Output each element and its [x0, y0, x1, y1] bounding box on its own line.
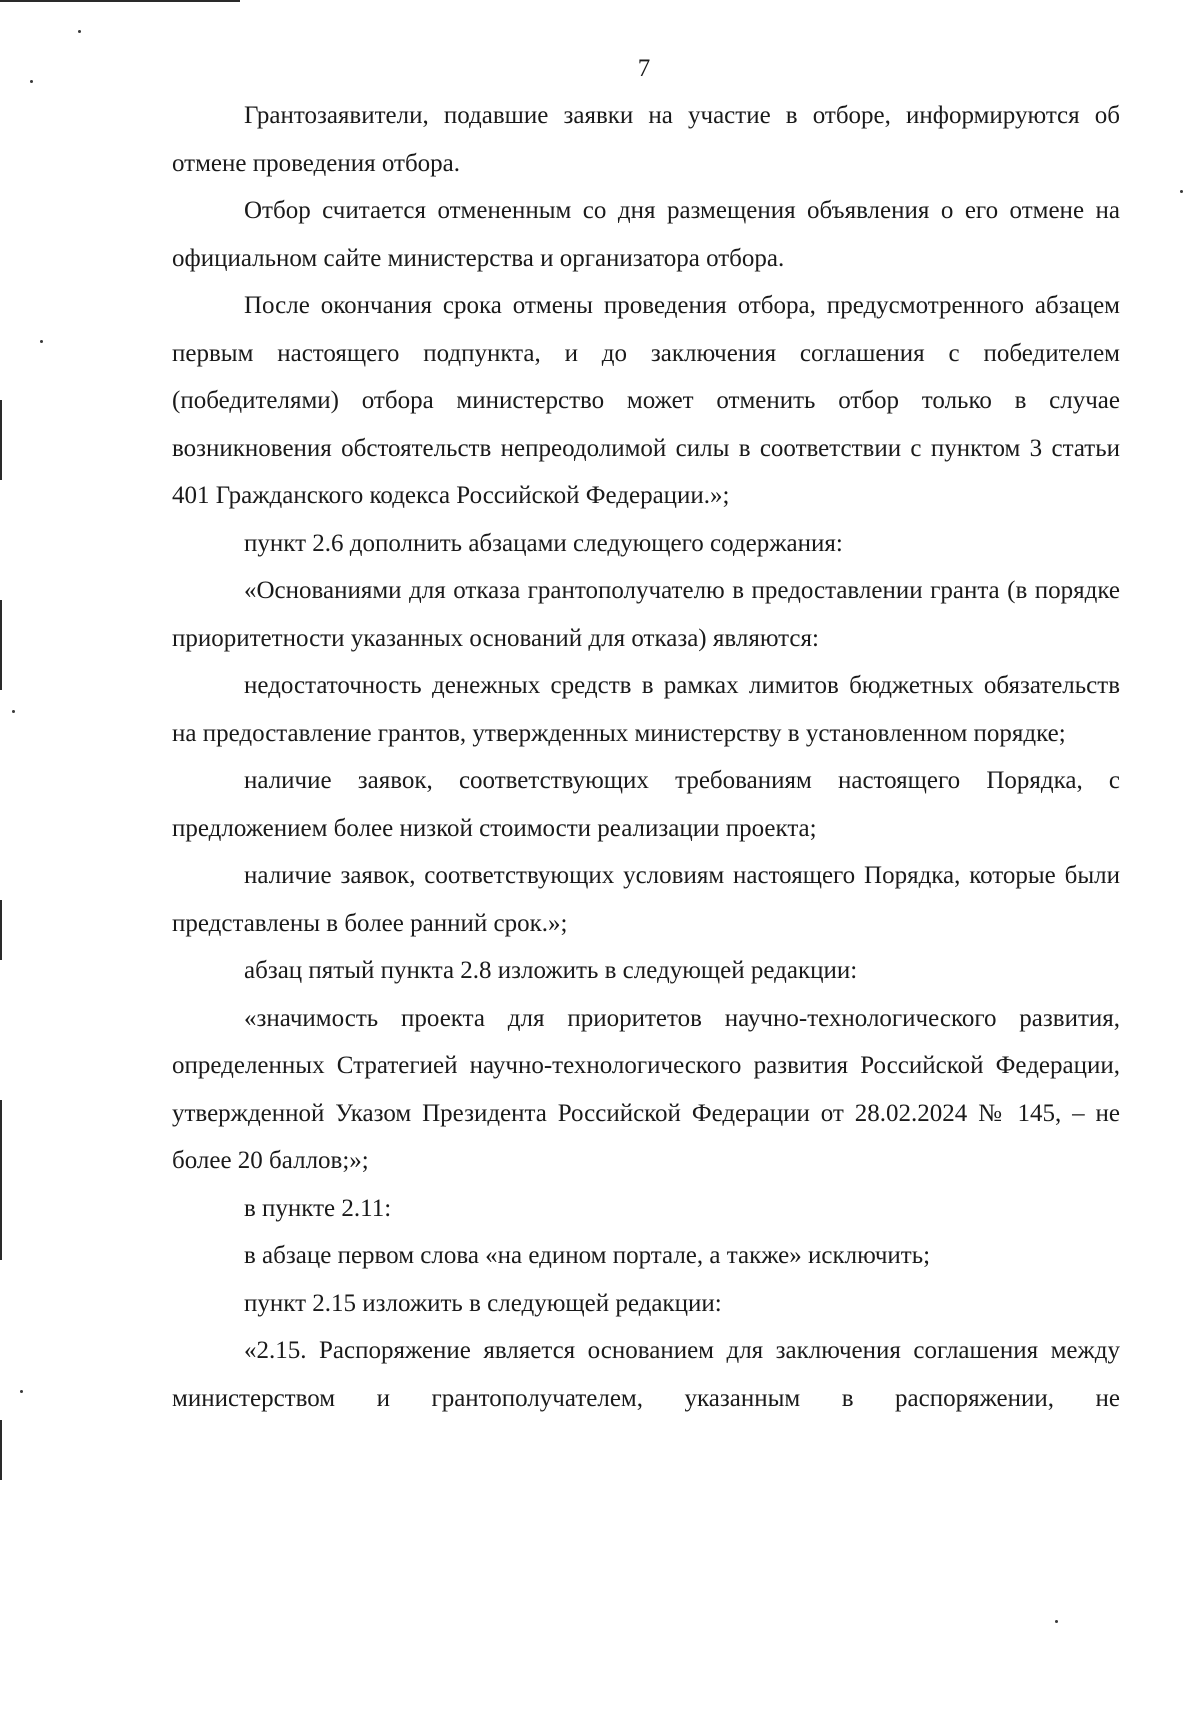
paragraph-applicants-informed: Грантозаявители, подавшие заявки на участие в отборе, информируются об отмене проведения отбора.: [172, 102, 1120, 177]
paragraph-amend-2-15: пункт 2.15 изложить в следующей редакции:: [244, 1289, 722, 1317]
paragraph-item-2-11: в пункте 2.11:: [244, 1194, 392, 1222]
paragraph-2-15-text: «2.15. Распоряжение является основанием для заключения соглашения между министерством и грантополучателем, указанным в распоряжении, не: [172, 1337, 1120, 1412]
scan-edge-left-1: [0, 400, 2, 480]
paragraph-amend-2-6: пункт 2.6 дополнить абзацами следующего содержания:: [244, 529, 843, 557]
scan-edge-top: [0, 0, 240, 2]
scan-speck: [12, 710, 15, 713]
page-number: 7: [637, 55, 651, 82]
scan-speck: [1180, 190, 1183, 193]
paragraph-insufficient-funds: недостаточность денежных средств в рамках лимитов бюджетных обязательств на предоставление грантов, утвержденных министерству в установленном порядке;: [172, 672, 1120, 747]
scan-speck: [20, 1390, 23, 1393]
scan-speck: [78, 30, 81, 33]
scan-edge-left-5: [0, 1420, 2, 1480]
scan-edge-left-4: [0, 1100, 2, 1260]
scan-speck: [1055, 1620, 1058, 1623]
paragraph-grounds-for-refusal: «Основаниями для отказа грантополучателю в предоставлении гранта (в порядке приоритетности указанных оснований для отказа) являются:: [172, 577, 1120, 652]
paragraph-selection-cancelled: Отбор считается отмененным со дня размещения объявления о его отмене на официальном сайте министерства и организатора отбора.: [172, 197, 1120, 272]
paragraph-lower-cost-bids: наличие заявок, соответствующих требованиям настоящего Порядка, с предложением более низкой стоимости реализации проекта;: [172, 767, 1120, 842]
scan-edge-left-2: [0, 600, 2, 690]
scan-edge-left-3: [0, 900, 2, 960]
paragraph-remove-words: в абзаце первом слова «на едином портале, а также» исключить;: [244, 1242, 931, 1269]
paragraph-force-majeure: После окончания срока отмены проведения отбора, предусмотренного абзацем первым настоящего подпункта, и до заключения соглашения с победителем (победителями) отбора министерство может отменить отбор только в случае возникновения обстоятельств непреодолимой силы в соответствии с пунктом 3 статьи 401 Гражданского кодекса Российской Федерации.»;: [172, 292, 1120, 509]
document-body: [172, 92, 1120, 1422]
paragraph-project-significance: «значимость проекта для приоритетов научно-технологического развития, определенных Стратегией научно-технологического развития Российской Федерации, утвержденной Указом Президента Российской Федерации от 28.02.2024 № 145, – не более 20 баллов;»;: [172, 1004, 1120, 1174]
paragraph-amend-2-8: абзац пятый пункта 2.8 изложить в следующей редакции:: [244, 957, 858, 984]
paragraph-earlier-bids: наличие заявок, соответствующих условиям настоящего Порядка, которые были представлены в более ранний срок.»;: [172, 862, 1120, 937]
scan-speck: [40, 340, 43, 343]
